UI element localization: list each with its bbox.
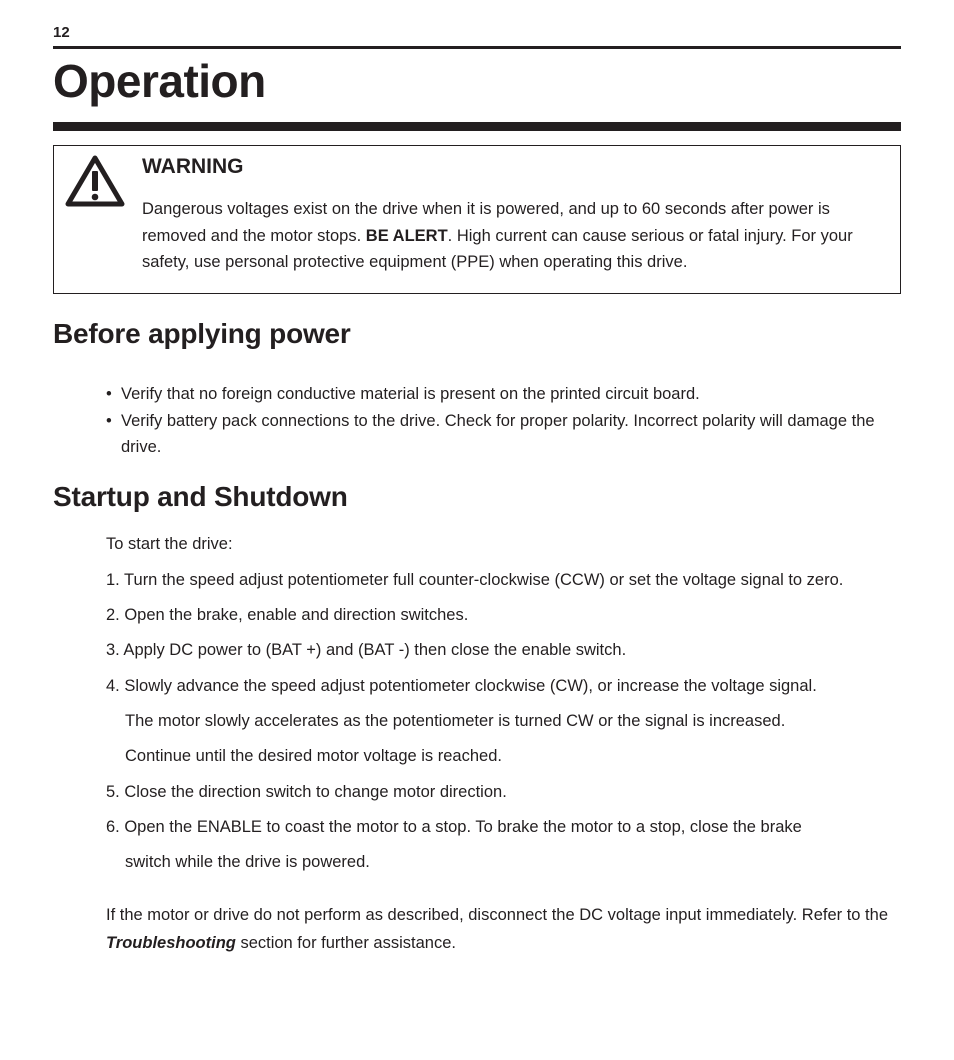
title-rule [53,122,901,131]
step-6-continued: switch while the drive is powered. [125,853,370,871]
checklist [106,381,901,461]
step-2: 2. Open the brake, enable and direction switches. [106,606,469,624]
page-number: 12 [53,24,70,41]
section-heading-before-power: Before applying power [53,318,351,349]
startup-intro: To start the drive: [106,535,233,553]
list-item: • Verify that no foreign conductive material is present on the printed circuit board. [106,381,901,408]
closing-note [106,902,901,957]
step-6: 6. Open the ENABLE to coast the motor to a stop. To brake the motor to a stop, close the brake [106,818,802,836]
warning-emphasis: BE ALERT [365,226,448,245]
step-4-continued: Continue until the desired motor voltage is reached. [125,747,502,765]
troubleshooting-reference: Troubleshooting [106,933,236,952]
step-4: 4. Slowly advance the speed adjust potentiometer clockwise (CW), or increase the voltage signal. [106,677,817,695]
warning-triangle-icon [64,154,126,208]
warning-text [142,196,882,276]
warning-box [53,145,901,294]
step-3: 3. Apply DC power to (BAT +) and (BAT -) then close the enable switch. [106,641,627,659]
warning-text-end: . High current can cause serious or fatal injury. For your safety, use personal protective equipment (PPE) when operating this drive. [142,226,853,271]
step-1: 1. Turn the speed adjust potentiometer full counter-clockwise (CCW) or set the voltage signal to zero. [106,571,844,589]
step-5: 5. Close the direction switch to change motor direction. [106,783,507,801]
list-item: • Verify battery pack connections to the drive. Check for proper polarity. Incorrect polarity will damage the drive. [106,408,901,461]
warning-text-start: Dangerous voltages exist on the drive when it is powered, and up to 60 seconds after power is removed and the motor stops. [142,200,830,245]
section-heading-startup: Startup and Shutdown [53,481,348,512]
warning-heading: WARNING [142,155,244,178]
closing-text-end: section for further assistance. [235,933,456,952]
step-4-continued: The motor slowly accelerates as the potentiometer is turned CW or the signal is increased. [125,712,786,730]
header-rule [53,46,901,49]
page-title: Operation [53,55,266,107]
closing-text-start: If the motor or drive do not perform as described, disconnect the DC voltage input immediately. Refer to the [106,906,888,924]
